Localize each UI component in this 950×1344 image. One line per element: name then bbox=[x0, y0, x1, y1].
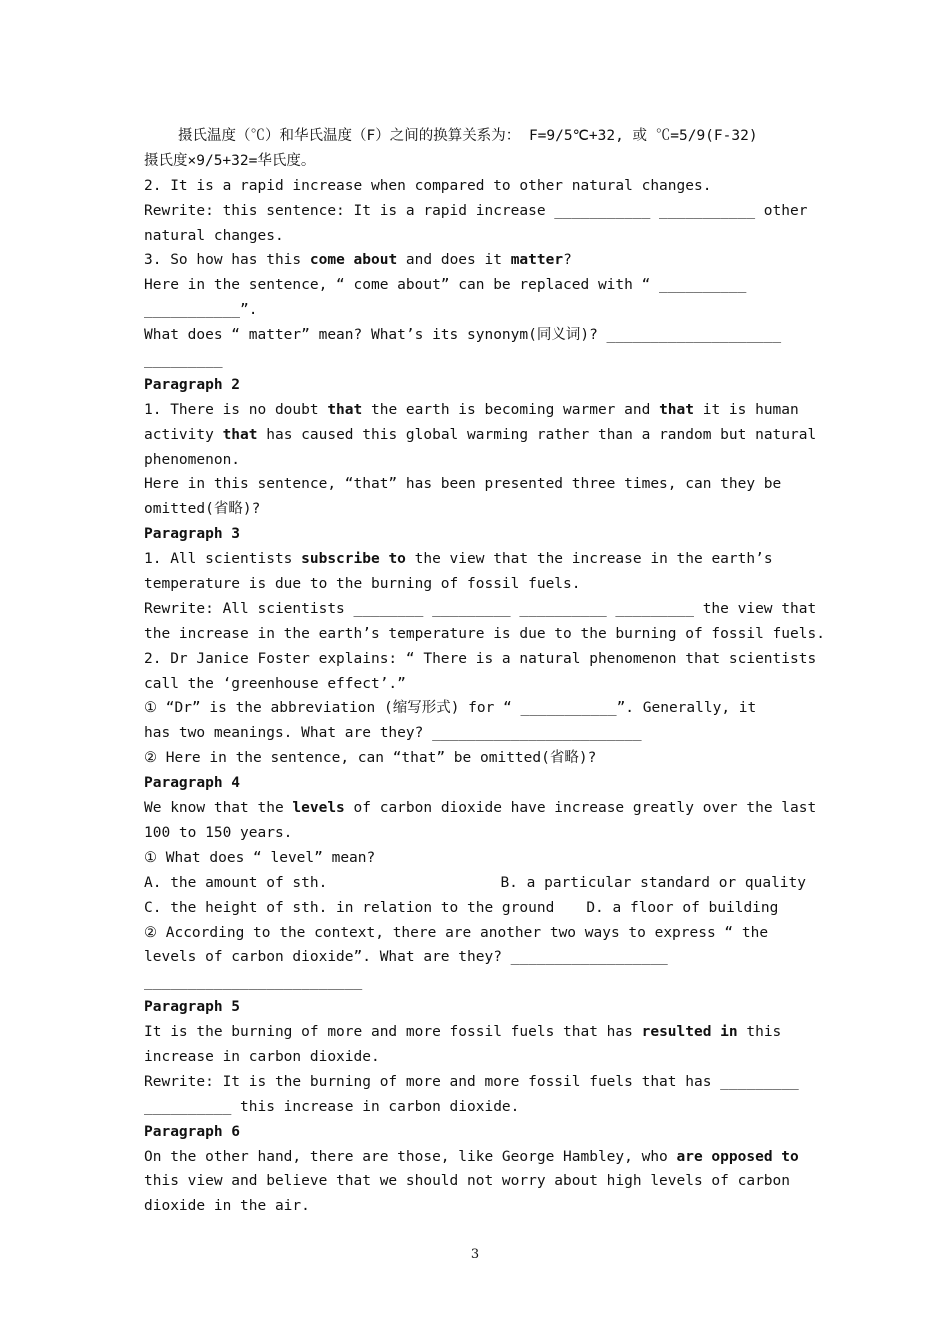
p5-rewrite-line-2: __________ this increase in carbon dioxide. bbox=[144, 1098, 520, 1115]
text: has caused this global warming rather than a random but natural bbox=[257, 426, 817, 443]
p2-sentence-line-1 bbox=[144, 398, 806, 423]
bold-phrase: matter bbox=[510, 252, 564, 269]
p3-circle2: ② Here in the sentence, can “that” be omitted(省略)? bbox=[144, 750, 597, 767]
option-c: C. the height of sth. in relation to the ground bbox=[144, 899, 555, 916]
text: 3. So how has this bbox=[144, 252, 310, 269]
p3-quote-line-2: call the ‘greenhouse effect’.” bbox=[144, 675, 406, 692]
text: and does it bbox=[397, 252, 511, 269]
p4-sentence-line-2: 100 to 150 years. bbox=[144, 824, 293, 841]
p4-sentence-line-1 bbox=[144, 796, 817, 821]
page-number: 3 bbox=[470, 1247, 480, 1262]
text: activity bbox=[144, 426, 223, 443]
text: It is the burning of more and more fossil fuels that has bbox=[144, 1024, 642, 1041]
option-b: B. a particular standard or quality bbox=[500, 874, 806, 891]
p1-rewrite-a: Rewrite: this sentence: It is a rapid increase ___________ ___________ other bbox=[144, 202, 808, 219]
option-a: A. the amount of sth. bbox=[144, 874, 328, 891]
text: it is human bbox=[693, 401, 799, 418]
p1-rewrite-line-1 bbox=[144, 199, 806, 224]
text: ? bbox=[563, 252, 572, 269]
p2-sentence-line-2 bbox=[144, 423, 817, 448]
p5-rewrite-line-1: Rewrite: It is the burning of more and more fossil fuels that has _________ bbox=[144, 1073, 799, 1090]
text: the view that the increase in the earth’s bbox=[405, 551, 773, 568]
option-d: D. a floor of building bbox=[586, 899, 779, 916]
paragraph-2-heading: Paragraph 2 bbox=[144, 376, 241, 393]
p4-question-2-line-3: _________________________ bbox=[144, 974, 363, 991]
bold-that: that bbox=[659, 401, 694, 418]
p1-here-line-2: ___________”. bbox=[144, 302, 258, 319]
p3-rewrite-line-2: the increase in the earth’s temperature is due to the burning of fossil fuels. bbox=[144, 625, 825, 642]
p3-quote-line-1: 2. Dr Janice Foster explains: “ There is a natural phenomenon that scientists bbox=[144, 650, 817, 667]
p1-question-3 bbox=[144, 248, 806, 273]
p1-rewrite-line-2: natural changes. bbox=[144, 227, 284, 244]
p4-question-1: ① What does “ level” mean? bbox=[144, 849, 376, 866]
p3-circle1-line-2: has two meanings. What are they? ________________________ bbox=[144, 725, 642, 742]
paragraph-3-heading: Paragraph 3 bbox=[144, 526, 241, 543]
text: this bbox=[737, 1024, 782, 1041]
p3-rewrite-line-1: Rewrite: All scientists ________ _________ __________ _________ the view that bbox=[144, 600, 817, 617]
bold-that: that bbox=[222, 426, 258, 443]
p1-what-line-2: _________ bbox=[144, 352, 223, 369]
paragraph-5-heading: Paragraph 5 bbox=[144, 999, 241, 1016]
bold-phrase: are opposed to bbox=[676, 1148, 799, 1165]
bold-phrase: come about bbox=[309, 252, 398, 269]
text: 1. All scientists bbox=[144, 551, 302, 568]
spacer bbox=[554, 896, 586, 921]
p2-sentence-line-3: phenomenon. bbox=[144, 451, 241, 468]
p2-here-line-2: omitted(省略)? bbox=[144, 501, 261, 518]
p3-sentence-line-2: temperature is due to the burning of fossil fuels. bbox=[144, 576, 581, 593]
document-body bbox=[144, 124, 825, 1219]
text: the earth is becoming warmer and bbox=[362, 401, 660, 418]
p1-here-line-1: Here in the sentence, “ come about” can be replaced with “ __________ bbox=[144, 277, 747, 294]
p4-options-row-2 bbox=[144, 896, 806, 921]
p2-here-line-1: Here in this sentence, “that” has been presented three times, can they be bbox=[144, 476, 782, 493]
p1-question-2: 2. It is a rapid increase when compared to other natural changes. bbox=[144, 177, 712, 194]
paragraph-6-heading: Paragraph 6 bbox=[144, 1123, 241, 1140]
bold-phrase: subscribe to bbox=[301, 551, 406, 568]
p4-question-2-line-2: levels of carbon dioxide”. What are they? __________________ bbox=[144, 949, 668, 966]
p4-options-row-1 bbox=[144, 871, 806, 896]
bold-that: that bbox=[327, 401, 363, 418]
p5-sentence-line-1 bbox=[144, 1020, 806, 1045]
p3-circle1-line-1: ① “Dr” is the abbreviation (缩写形式) for “ ___________”. Generally, it bbox=[144, 700, 757, 717]
p6-sentence-line-3: dioxide in the air. bbox=[144, 1198, 310, 1215]
p6-sentence-line-1 bbox=[144, 1145, 806, 1170]
bold-word: levels bbox=[292, 800, 345, 817]
bold-phrase: resulted in bbox=[641, 1024, 738, 1041]
text: On the other hand, there are those, like George Hambley, who bbox=[144, 1148, 677, 1165]
text: of carbon dioxide have increase greatly over the last bbox=[344, 800, 817, 817]
intro-line-1: 摄氏温度（℃）和华氏温度（F）之间的换算关系为： F=9/5℃+32, 或 ℃=5/9(F-32) bbox=[178, 128, 758, 144]
p3-sentence-line-1 bbox=[144, 547, 806, 572]
intro-line-2: 摄氏度×9/5+32=华氏度。 bbox=[144, 152, 316, 169]
text: We know that the bbox=[144, 800, 293, 817]
p5-sentence-line-2: increase in carbon dioxide. bbox=[144, 1048, 380, 1065]
p6-sentence-line-2: this view and believe that we should not worry about high levels of carbon bbox=[144, 1173, 791, 1190]
p1-what-line-1: What does “ matter” mean? What’s its synonym(同义词)? ____________________ bbox=[144, 327, 782, 344]
paragraph-4-heading: Paragraph 4 bbox=[144, 775, 241, 792]
p4-question-2-line-1: ② According to the context, there are another two ways to express “ the bbox=[144, 924, 769, 941]
text: 1. There is no doubt bbox=[144, 401, 328, 418]
